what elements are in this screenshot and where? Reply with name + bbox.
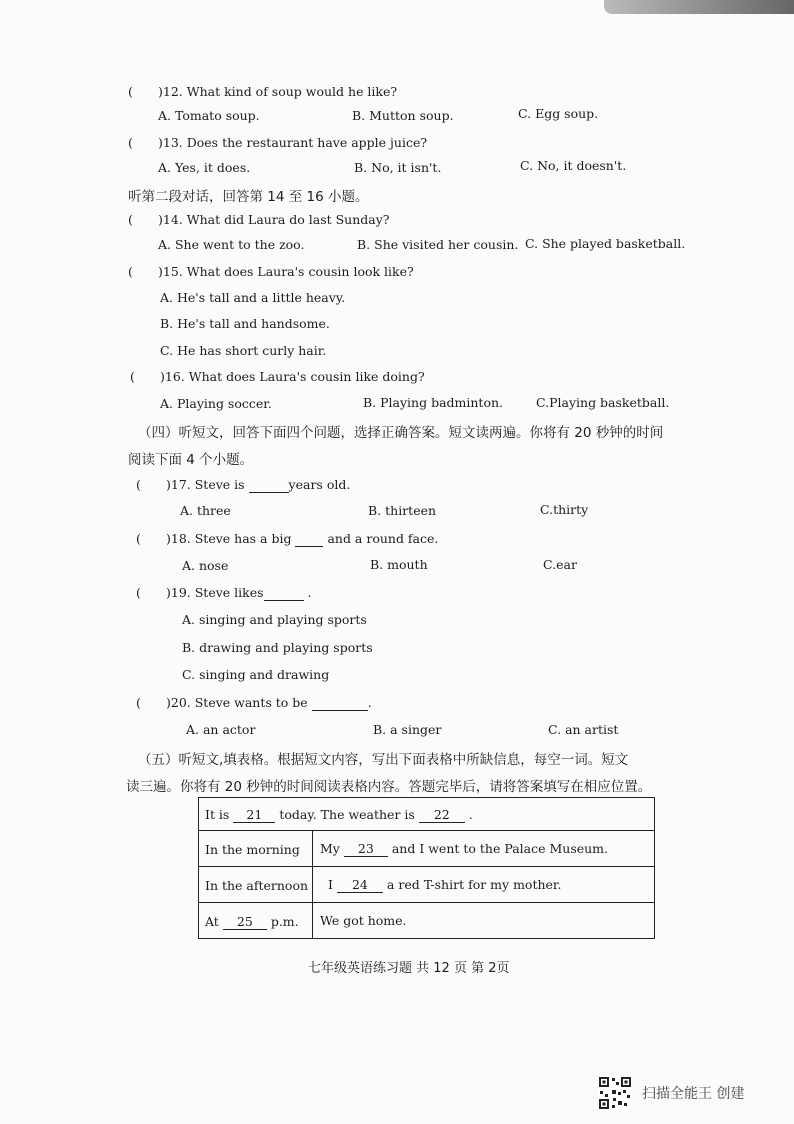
answer-blank xyxy=(312,695,368,711)
q18-option-a: A. nose xyxy=(182,558,229,573)
page-footer: 七年级英语练习题 共 12 页 第 2页 xyxy=(308,961,510,976)
question-15: ( )15. What does Laura's cousin look like? xyxy=(128,264,414,279)
blank-22: 22 xyxy=(419,807,465,823)
table-row xyxy=(199,798,654,831)
answer-blank xyxy=(249,477,289,493)
q16-option-c: C.Playing basketball. xyxy=(536,395,670,410)
q18-option-c: C.ear xyxy=(543,557,577,572)
table-row2-label: In the morning xyxy=(205,842,300,857)
table-row xyxy=(199,866,654,903)
q20-option-c: C. an artist xyxy=(548,722,619,737)
table-row1-text: It is 21 today. The weather is 22 . xyxy=(205,807,473,822)
table-row xyxy=(199,902,654,938)
table-row3-label: In the afternoon xyxy=(205,878,309,893)
q19-option-b: B. drawing and playing sports xyxy=(182,640,373,655)
q16-option-b: B. Playing badminton. xyxy=(363,395,504,410)
q20-option-a: A. an actor xyxy=(186,722,256,737)
q19-option-c: C. singing and drawing xyxy=(182,667,330,682)
q17-option-b: B. thirteen xyxy=(368,503,437,518)
blank-23: 23 xyxy=(344,841,388,857)
section4-instruction-line1: （四）听短文，回答下面四个问题，选择正确答案。短文读两遍。你将有 20 秒钟的时间 xyxy=(138,425,664,441)
qr-code-icon xyxy=(598,1076,632,1110)
q17-option-c: C.thirty xyxy=(540,502,589,517)
answer-blank xyxy=(295,531,323,547)
q13-option-c: C. No, it doesn't. xyxy=(520,158,627,173)
q12-option-b: B. Mutton soup. xyxy=(352,108,454,123)
fill-in-table xyxy=(198,797,655,939)
table-row2-text: My 23 and I went to the Palace Museum. xyxy=(320,841,609,856)
section4-instruction-line2: 阅读下面 4 个小题。 xyxy=(128,452,254,468)
table-row xyxy=(199,830,654,867)
q12-option-a: A. Tomato soup. xyxy=(158,108,260,123)
q14-option-c: C. She played basketball. xyxy=(525,236,686,251)
q15-option-a: A. He's tall and a little heavy. xyxy=(160,290,346,305)
question-17: ( )17. Steve is years old. xyxy=(136,477,351,492)
question-20: ( )20. Steve wants to be . xyxy=(136,695,372,710)
q15-option-b: B. He's tall and handsome. xyxy=(160,316,330,331)
question-13: ( )13. Does the restaurant have apple juice? xyxy=(128,135,428,150)
q13-option-b: B. No, it isn't. xyxy=(354,160,442,175)
scan-corner-shadow xyxy=(604,0,794,14)
q16-option-a: A. Playing soccer. xyxy=(160,396,272,411)
q18-option-b: B. mouth xyxy=(370,557,428,572)
answer-blank xyxy=(264,585,304,601)
q20-option-b: B. a singer xyxy=(373,722,442,737)
question-12: ( )12. What kind of soup would he like? xyxy=(128,84,398,99)
table-row3-text: I 24 a red T-shirt for my mother. xyxy=(328,877,562,892)
section5-instruction-line2: 读三遍。你将有 20 秒钟的时间阅读表格内容。答题完毕后，请将答案填写在相应位置。 xyxy=(126,779,652,795)
blank-24: 24 xyxy=(337,877,383,893)
question-14: ( )14. What did Laura do last Sunday? xyxy=(128,212,390,227)
table-row4-text: We got home. xyxy=(320,913,407,928)
q14-option-a: A. She went to the zoo. xyxy=(158,237,305,252)
question-19: ( )19. Steve likes . xyxy=(136,585,312,600)
question-16: ( )16. What does Laura's cousin like doing? xyxy=(130,369,425,384)
q19-option-a: A. singing and playing sports xyxy=(182,612,367,627)
answer-paren: ( xyxy=(128,84,133,99)
question-18: ( )18. Steve has a big and a round face. xyxy=(136,531,439,546)
q17-option-a: A. three xyxy=(180,503,231,518)
scanner-watermark: 扫描全能王 创建 xyxy=(642,1086,745,1102)
table-divider xyxy=(312,830,313,938)
blank-21: 21 xyxy=(233,807,275,823)
blank-25: 25 xyxy=(223,914,267,930)
q13-option-a: A. Yes, it does. xyxy=(158,160,251,175)
q12-option-c: C. Egg soup. xyxy=(518,106,599,121)
section5-instruction-line1: （五）听短文,填表格。根据短文内容，写出下面表格中所缺信息，每空一词。短文 xyxy=(138,752,629,768)
q15-option-c: C. He has short curly hair. xyxy=(160,343,327,358)
table-row4-time: At 25 p.m. xyxy=(205,914,299,929)
section-dialog2-instruction: 听第二段对话，回答第 14 至 16 小题。 xyxy=(128,189,369,205)
q14-option-b: B. She visited her cousin. xyxy=(357,237,519,252)
